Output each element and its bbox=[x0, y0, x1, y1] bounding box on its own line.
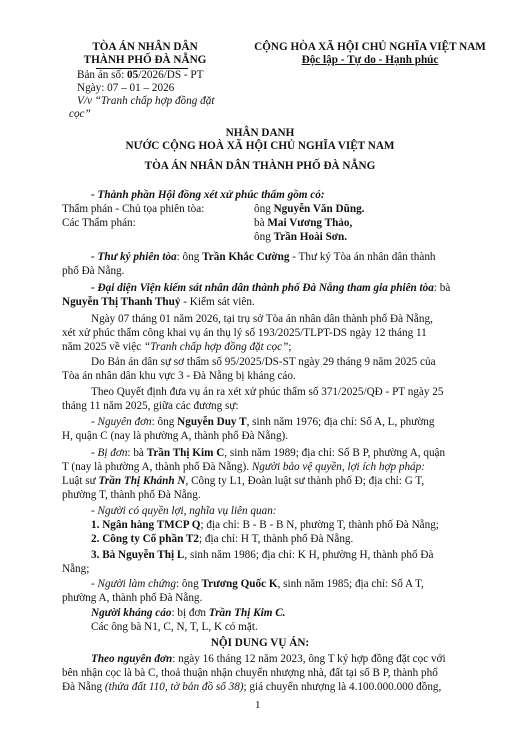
presiding-judge-label: Thẩm phán - Chủ tọa phiên tòa: bbox=[62, 203, 205, 215]
title-in-the-name: NHÂN DANH bbox=[225, 127, 295, 139]
case-subject-line1: V/v “Tranh chấp hợp đồng đặt bbox=[77, 95, 215, 107]
court-name-line1: TÒA ÁN NHÂN DÂN bbox=[92, 41, 198, 53]
procuracy-name: Nguyễn Thị Thanh Thuỷ - Kiểm sát viên. bbox=[62, 296, 255, 308]
plaintiff-line2: H, quận C (nay là phường A, thành phố Đà Nẵng). bbox=[62, 430, 289, 442]
judges-label: Các Thẩm phán: bbox=[62, 217, 136, 229]
trial-paragraph-line3: năm 2025 về việc “Tranh chấp hợp đồng đặt cọc”; bbox=[62, 341, 292, 353]
related-party-3-line2: Nẵng; bbox=[62, 563, 90, 575]
case-content-line2: bên nhận cọc là bà C, thoả thuận nhận chuyển nhượng nhà, đất tại số B P, thành phố bbox=[62, 667, 438, 679]
defendant-line1: - Bị đơn: bà Trần Thị Kim C, sinh năm 1989; địa chỉ: Số B P, phường A, quận bbox=[91, 447, 446, 459]
witness-line1: - Người làm chứng: ông Trương Quốc K, sinh năm 1985; địa chỉ: Số A T, bbox=[91, 578, 424, 590]
case-subject-line2: cọc” bbox=[69, 108, 91, 120]
related-party-3: 3. Bà Nguyễn Thị L, sinh năm 1986; địa chỉ: K H, phường H, thành phố Đà bbox=[91, 549, 434, 561]
case-content-heading: NỘI DUNG VỤ ÁN: bbox=[210, 637, 310, 649]
judge-name-1: bà Mai Vương Thảo, bbox=[254, 217, 353, 229]
case-content-line3: Đà Nẵng (thửa đất 110, tờ bản đồ số 38); giá chuyển nhượng là 4.100.000.000 đồng, bbox=[62, 681, 442, 693]
appellant: Người kháng cáo: bị đơn Trần Thị Kim C. bbox=[91, 607, 286, 619]
related-party-2: 2. Công ty Cổ phần T2; địa chỉ: H T, thành phố Đà Nẵng. bbox=[91, 533, 354, 545]
case-content-line1: Theo nguyên đơn: ngày 16 tháng 12 năm 2023, ông T ký hợp đồng đặt cọc với bbox=[91, 653, 446, 665]
appeal-paragraph-line2: Tòa án nhân dân khu vực 3 - Đà Nẵng bị kháng cáo. bbox=[62, 370, 296, 382]
panel-intro: - Thành phần Hội đồng xét xử phúc thẩm gồm có: bbox=[91, 189, 325, 201]
decision-paragraph-line1: Theo Quyết định đưa vụ án ra xét xử phúc thẩm số 371/2025/QĐ - PT ngày 25 bbox=[91, 386, 444, 398]
procuracy-representative: - Đại diện Viện kiểm sát nhân dân thành phố Đà Nẵng tham gia phiên tòa: bà bbox=[91, 282, 451, 294]
court-clerk: - Thư ký phiên tòa: ông Trần Khắc Cường - Thư ký Tòa án nhân dân thành bbox=[91, 251, 436, 263]
defendant-line4: phường T, thành phố Đà Nẵng. bbox=[62, 489, 201, 501]
defendant-line3: Luật sư Trần Thị Khánh N, Công ty L1, Đoàn luật sư thành phố Đ; địa chỉ: G T, bbox=[62, 475, 425, 487]
attendance: Các ông bà N1, C, N, T, L, K có mặt. bbox=[91, 621, 258, 633]
judge-name-2: ông Trần Hoài Sơn. bbox=[254, 231, 348, 243]
appeal-paragraph-line1: Do Bản án dân sự sơ thẩm số 95/2025/DS-ST ngày 29 tháng 9 năm 2025 của bbox=[91, 356, 436, 368]
judgment-date: Ngày: 07 – 01 – 2026 bbox=[77, 82, 175, 94]
national-motto: Độc lập - Tự do - Hạnh phúc bbox=[301, 54, 439, 66]
page-number: 1 bbox=[255, 699, 261, 711]
country-name: CỘNG HÒA XÃ HỘI CHỦ NGHĨA VIỆT NAM bbox=[254, 41, 486, 53]
defendant-line2: T (nay là phường A, thành phố Đà Nẵng). Người bảo vệ quyền, lợi ích hợp pháp: bbox=[62, 461, 425, 473]
plaintiff-line1: - Nguyên đơn: ông Nguyễn Duy T, sinh năm 1976; địa chỉ: Số A, L, phường bbox=[91, 416, 435, 428]
judgment-number: Bản án số: 05/2026/DS - PT bbox=[77, 69, 204, 81]
related-parties-label: - Người có quyền lợi, nghĩa vụ liên quan: bbox=[91, 505, 277, 517]
court-clerk-line2: phố Đà Nẵng. bbox=[62, 265, 125, 277]
presiding-judge-name: ông Nguyễn Văn Dũng. bbox=[254, 203, 365, 215]
title-court: TÒA ÁN NHÂN DÂN THÀNH PHỐ ĐÀ NẴNG bbox=[144, 160, 376, 172]
related-party-1: 1. Ngân hàng TMCP Q; địa chỉ: B - B - B N, phường T, thành phố Đà Nẵng; bbox=[91, 519, 439, 531]
trial-paragraph-line2: xét xử phúc thẩm công khai vụ án thụ lý số 193/2025/TLPT-DS ngày 12 tháng 11 bbox=[62, 327, 427, 339]
title-republic: NƯỚC CỘNG HOÀ XÃ HỘI CHỦ NGHĨA VIỆT NAM bbox=[125, 140, 395, 152]
court-name-line2: THÀNH PHỐ ĐÀ NẴNG bbox=[83, 54, 207, 66]
decision-paragraph-line2: tháng 11 năm 2025, giữa các đương sự: bbox=[62, 400, 239, 412]
witness-line2: phường A, thành phố Đà Nẵng. bbox=[62, 592, 203, 604]
trial-paragraph-line1: Ngày 07 tháng 01 năm 2026, tại trụ sở Tòa án nhân dân thành phố Đà Nẵng, bbox=[91, 313, 433, 325]
